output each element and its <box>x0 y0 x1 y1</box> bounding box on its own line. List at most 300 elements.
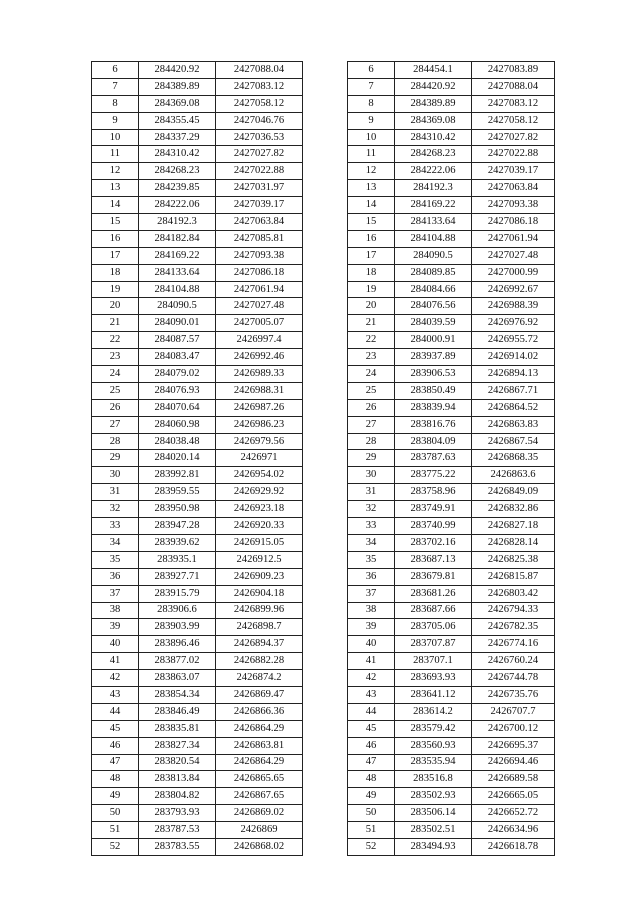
table-row <box>92 534 303 551</box>
table-row <box>348 382 555 399</box>
y-coordinate-cell: 2427022.88 <box>216 163 303 180</box>
x-coordinate-cell: 284369.08 <box>139 95 216 112</box>
x-coordinate-cell: 283804.09 <box>395 433 472 450</box>
table-row <box>348 788 555 805</box>
x-coordinate-cell: 283707.87 <box>395 636 472 653</box>
x-coordinate-cell: 283846.49 <box>139 703 216 720</box>
table-row <box>348 805 555 822</box>
x-coordinate-cell: 284389.89 <box>395 95 472 112</box>
coordinate-table-body <box>92 62 303 856</box>
point-number-cell: 9 <box>348 112 395 129</box>
y-coordinate-cell: 2426909.23 <box>216 568 303 585</box>
x-coordinate-cell: 284337.29 <box>139 129 216 146</box>
x-coordinate-cell: 284089.85 <box>395 264 472 281</box>
y-coordinate-cell: 2426744.78 <box>472 670 555 687</box>
point-number-cell: 26 <box>92 399 139 416</box>
x-coordinate-cell: 284060.98 <box>139 416 216 433</box>
x-coordinate-cell: 283516.8 <box>395 771 472 788</box>
y-coordinate-cell: 2426867.71 <box>472 382 555 399</box>
point-number-cell: 28 <box>92 433 139 450</box>
y-coordinate-cell: 2426760.24 <box>472 653 555 670</box>
y-coordinate-cell: 2427083.12 <box>472 95 555 112</box>
table-row <box>92 602 303 619</box>
point-number-cell: 30 <box>348 467 395 484</box>
table-row <box>92 62 303 79</box>
point-number-cell: 16 <box>92 230 139 247</box>
x-coordinate-cell: 284192.3 <box>395 180 472 197</box>
y-coordinate-cell: 2426955.72 <box>472 332 555 349</box>
y-coordinate-cell: 2426864.29 <box>216 754 303 771</box>
point-number-cell: 19 <box>92 281 139 298</box>
y-coordinate-cell: 2427058.12 <box>216 95 303 112</box>
x-coordinate-cell: 283702.16 <box>395 534 472 551</box>
point-number-cell: 23 <box>92 349 139 366</box>
x-coordinate-cell: 284222.06 <box>395 163 472 180</box>
y-coordinate-cell: 2426864.52 <box>472 399 555 416</box>
point-number-cell: 21 <box>92 315 139 332</box>
point-number-cell: 20 <box>348 298 395 315</box>
point-number-cell: 11 <box>92 146 139 163</box>
table-row <box>348 585 555 602</box>
table-row <box>348 78 555 95</box>
x-coordinate-cell: 283827.34 <box>139 737 216 754</box>
point-number-cell: 9 <box>92 112 139 129</box>
point-number-cell: 31 <box>348 484 395 501</box>
point-number-cell: 36 <box>348 568 395 585</box>
y-coordinate-cell: 2427005.07 <box>216 315 303 332</box>
table-row <box>92 230 303 247</box>
point-number-cell: 31 <box>92 484 139 501</box>
x-coordinate-cell: 284087.57 <box>139 332 216 349</box>
table-row <box>92 788 303 805</box>
x-coordinate-cell: 283502.93 <box>395 788 472 805</box>
y-coordinate-cell: 2426832.86 <box>472 501 555 518</box>
point-number-cell: 45 <box>92 720 139 737</box>
coordinate-table-left <box>91 61 303 856</box>
table-row <box>92 467 303 484</box>
table-row <box>348 264 555 281</box>
y-coordinate-cell: 2426986.23 <box>216 416 303 433</box>
point-number-cell: 27 <box>348 416 395 433</box>
table-row <box>348 247 555 264</box>
point-number-cell: 29 <box>92 450 139 467</box>
x-coordinate-cell: 283705.06 <box>395 619 472 636</box>
table-row <box>92 737 303 754</box>
y-coordinate-cell: 2426894.13 <box>472 366 555 383</box>
x-coordinate-cell: 283687.13 <box>395 551 472 568</box>
point-number-cell: 6 <box>348 62 395 79</box>
point-number-cell: 37 <box>348 585 395 602</box>
x-coordinate-cell: 283506.14 <box>395 805 472 822</box>
x-coordinate-cell: 284076.93 <box>139 382 216 399</box>
y-coordinate-cell: 2426866.36 <box>216 703 303 720</box>
table-row <box>92 399 303 416</box>
point-number-cell: 20 <box>92 298 139 315</box>
y-coordinate-cell: 2426954.02 <box>216 467 303 484</box>
y-coordinate-cell: 2427031.97 <box>216 180 303 197</box>
y-coordinate-cell: 2426689.58 <box>472 771 555 788</box>
y-coordinate-cell: 2426920.33 <box>216 518 303 535</box>
table-row <box>92 703 303 720</box>
y-coordinate-cell: 2426868.02 <box>216 838 303 855</box>
x-coordinate-cell: 284389.89 <box>139 78 216 95</box>
point-number-cell: 39 <box>92 619 139 636</box>
x-coordinate-cell: 284104.88 <box>395 230 472 247</box>
x-coordinate-cell: 284369.08 <box>395 112 472 129</box>
x-coordinate-cell: 283915.79 <box>139 585 216 602</box>
y-coordinate-cell: 2427063.84 <box>216 214 303 231</box>
point-number-cell: 46 <box>348 737 395 754</box>
table-row <box>348 822 555 839</box>
x-coordinate-cell: 283906.53 <box>395 366 472 383</box>
x-coordinate-cell: 283494.93 <box>395 838 472 855</box>
table-row <box>92 433 303 450</box>
table-row <box>348 214 555 231</box>
table-row <box>92 670 303 687</box>
point-number-cell: 33 <box>92 518 139 535</box>
y-coordinate-cell: 2427027.48 <box>472 247 555 264</box>
y-coordinate-cell: 2426863.81 <box>216 737 303 754</box>
table-row <box>348 349 555 366</box>
point-number-cell: 44 <box>92 703 139 720</box>
x-coordinate-cell: 284133.64 <box>395 214 472 231</box>
x-coordinate-cell: 283959.55 <box>139 484 216 501</box>
x-coordinate-cell: 284076.56 <box>395 298 472 315</box>
x-coordinate-cell: 283740.99 <box>395 518 472 535</box>
point-number-cell: 22 <box>348 332 395 349</box>
table-row <box>92 315 303 332</box>
point-number-cell: 40 <box>348 636 395 653</box>
x-coordinate-cell: 284090.01 <box>139 315 216 332</box>
y-coordinate-cell: 2426707.7 <box>472 703 555 720</box>
y-coordinate-cell: 2426874.2 <box>216 670 303 687</box>
y-coordinate-cell: 2426828.14 <box>472 534 555 551</box>
point-number-cell: 42 <box>348 670 395 687</box>
x-coordinate-cell: 283906.6 <box>139 602 216 619</box>
y-coordinate-cell: 2427088.04 <box>216 62 303 79</box>
point-number-cell: 52 <box>348 838 395 855</box>
y-coordinate-cell: 2426700.12 <box>472 720 555 737</box>
point-number-cell: 12 <box>92 163 139 180</box>
coordinate-table-body <box>348 62 555 856</box>
table-row <box>348 518 555 535</box>
point-number-cell: 24 <box>92 366 139 383</box>
x-coordinate-cell: 283854.34 <box>139 686 216 703</box>
table-row <box>348 534 555 551</box>
table-row <box>92 264 303 281</box>
table-row <box>348 838 555 855</box>
table-row <box>348 568 555 585</box>
x-coordinate-cell: 284310.42 <box>395 129 472 146</box>
x-coordinate-cell: 284268.23 <box>395 146 472 163</box>
x-coordinate-cell: 283903.99 <box>139 619 216 636</box>
x-coordinate-cell: 283775.22 <box>395 467 472 484</box>
point-number-cell: 22 <box>92 332 139 349</box>
table-row <box>348 501 555 518</box>
x-coordinate-cell: 284454.1 <box>395 62 472 79</box>
y-coordinate-cell: 2426634.96 <box>472 822 555 839</box>
point-number-cell: 40 <box>92 636 139 653</box>
table-row <box>348 771 555 788</box>
x-coordinate-cell: 284038.48 <box>139 433 216 450</box>
table-row <box>92 484 303 501</box>
point-number-cell: 7 <box>348 78 395 95</box>
table-row <box>348 737 555 754</box>
y-coordinate-cell: 2426867.54 <box>472 433 555 450</box>
table-row <box>348 433 555 450</box>
point-number-cell: 10 <box>348 129 395 146</box>
point-number-cell: 42 <box>92 670 139 687</box>
y-coordinate-cell: 2427086.18 <box>216 264 303 281</box>
point-number-cell: 27 <box>92 416 139 433</box>
point-number-cell: 36 <box>92 568 139 585</box>
y-coordinate-cell: 2427063.84 <box>472 180 555 197</box>
table-row <box>92 298 303 315</box>
y-coordinate-cell: 2426864.29 <box>216 720 303 737</box>
table-row <box>348 163 555 180</box>
y-coordinate-cell: 2426894.37 <box>216 636 303 653</box>
x-coordinate-cell: 283813.84 <box>139 771 216 788</box>
table-row <box>348 180 555 197</box>
table-row <box>348 298 555 315</box>
x-coordinate-cell: 283758.96 <box>395 484 472 501</box>
table-row <box>348 416 555 433</box>
point-number-cell: 12 <box>348 163 395 180</box>
y-coordinate-cell: 2427083.12 <box>216 78 303 95</box>
point-number-cell: 51 <box>348 822 395 839</box>
point-number-cell: 16 <box>348 230 395 247</box>
y-coordinate-cell: 2426863.83 <box>472 416 555 433</box>
x-coordinate-cell: 283820.54 <box>139 754 216 771</box>
y-coordinate-cell: 2426992.46 <box>216 349 303 366</box>
y-coordinate-cell: 2426869 <box>216 822 303 839</box>
y-coordinate-cell: 2427058.12 <box>472 112 555 129</box>
y-coordinate-cell: 2426979.56 <box>216 433 303 450</box>
table-row <box>348 230 555 247</box>
x-coordinate-cell: 283793.93 <box>139 805 216 822</box>
point-number-cell: 32 <box>348 501 395 518</box>
y-coordinate-cell: 2427088.04 <box>472 78 555 95</box>
table-row <box>92 838 303 855</box>
x-coordinate-cell: 283950.98 <box>139 501 216 518</box>
x-coordinate-cell: 283687.66 <box>395 602 472 619</box>
point-number-cell: 13 <box>92 180 139 197</box>
point-number-cell: 49 <box>348 788 395 805</box>
y-coordinate-cell: 2426914.02 <box>472 349 555 366</box>
x-coordinate-cell: 283502.51 <box>395 822 472 839</box>
point-number-cell: 50 <box>92 805 139 822</box>
point-number-cell: 34 <box>348 534 395 551</box>
x-coordinate-cell: 283935.1 <box>139 551 216 568</box>
table-row <box>92 585 303 602</box>
point-number-cell: 26 <box>348 399 395 416</box>
x-coordinate-cell: 283707.1 <box>395 653 472 670</box>
point-number-cell: 24 <box>348 366 395 383</box>
table-row <box>92 281 303 298</box>
x-coordinate-cell: 283804.82 <box>139 788 216 805</box>
table-row <box>92 349 303 366</box>
point-number-cell: 35 <box>92 551 139 568</box>
point-number-cell: 41 <box>92 653 139 670</box>
table-row <box>348 62 555 79</box>
x-coordinate-cell: 284420.92 <box>139 62 216 79</box>
point-number-cell: 37 <box>92 585 139 602</box>
table-row <box>348 754 555 771</box>
point-number-cell: 43 <box>92 686 139 703</box>
table-row <box>348 281 555 298</box>
point-number-cell: 11 <box>348 146 395 163</box>
x-coordinate-cell: 283896.46 <box>139 636 216 653</box>
y-coordinate-cell: 2426971 <box>216 450 303 467</box>
table-row <box>348 332 555 349</box>
y-coordinate-cell: 2426694.46 <box>472 754 555 771</box>
table-row <box>92 518 303 535</box>
y-coordinate-cell: 2426912.5 <box>216 551 303 568</box>
y-coordinate-cell: 2426904.18 <box>216 585 303 602</box>
point-number-cell: 39 <box>348 619 395 636</box>
y-coordinate-cell: 2426774.16 <box>472 636 555 653</box>
point-number-cell: 21 <box>348 315 395 332</box>
point-number-cell: 25 <box>348 382 395 399</box>
y-coordinate-cell: 2426825.38 <box>472 551 555 568</box>
y-coordinate-cell: 2427027.48 <box>216 298 303 315</box>
x-coordinate-cell: 283835.81 <box>139 720 216 737</box>
point-number-cell: 17 <box>92 247 139 264</box>
y-coordinate-cell: 2426652.72 <box>472 805 555 822</box>
x-coordinate-cell: 284039.59 <box>395 315 472 332</box>
y-coordinate-cell: 2427093.38 <box>472 197 555 214</box>
x-coordinate-cell: 283839.94 <box>395 399 472 416</box>
x-coordinate-cell: 284420.92 <box>395 78 472 95</box>
y-coordinate-cell: 2427083.89 <box>472 62 555 79</box>
x-coordinate-cell: 283614.2 <box>395 703 472 720</box>
point-number-cell: 14 <box>92 197 139 214</box>
point-number-cell: 48 <box>348 771 395 788</box>
table-row <box>348 602 555 619</box>
y-coordinate-cell: 2426803.42 <box>472 585 555 602</box>
x-coordinate-cell: 284222.06 <box>139 197 216 214</box>
y-coordinate-cell: 2426869.02 <box>216 805 303 822</box>
table-row <box>348 670 555 687</box>
x-coordinate-cell: 283579.42 <box>395 720 472 737</box>
y-coordinate-cell: 2426827.18 <box>472 518 555 535</box>
point-number-cell: 38 <box>348 602 395 619</box>
x-coordinate-cell: 283787.63 <box>395 450 472 467</box>
y-coordinate-cell: 2426988.39 <box>472 298 555 315</box>
point-number-cell: 30 <box>92 467 139 484</box>
table-row <box>92 163 303 180</box>
point-number-cell: 28 <box>348 433 395 450</box>
point-number-cell: 47 <box>92 754 139 771</box>
table-row <box>92 568 303 585</box>
table-row <box>92 197 303 214</box>
x-coordinate-cell: 283783.55 <box>139 838 216 855</box>
x-coordinate-cell: 284104.88 <box>139 281 216 298</box>
table-row <box>92 450 303 467</box>
x-coordinate-cell: 283947.28 <box>139 518 216 535</box>
table-row <box>348 450 555 467</box>
y-coordinate-cell: 2426618.78 <box>472 838 555 855</box>
y-coordinate-cell: 2427036.53 <box>216 129 303 146</box>
point-number-cell: 47 <box>348 754 395 771</box>
table-row <box>92 720 303 737</box>
x-coordinate-cell: 284133.64 <box>139 264 216 281</box>
y-coordinate-cell: 2427027.82 <box>216 146 303 163</box>
table-row <box>92 771 303 788</box>
y-coordinate-cell: 2427039.17 <box>472 163 555 180</box>
x-coordinate-cell: 284084.66 <box>395 281 472 298</box>
table-row <box>348 112 555 129</box>
x-coordinate-cell: 283535.94 <box>395 754 472 771</box>
y-coordinate-cell: 2426865.65 <box>216 771 303 788</box>
y-coordinate-cell: 2426989.33 <box>216 366 303 383</box>
point-number-cell: 44 <box>348 703 395 720</box>
x-coordinate-cell: 284268.23 <box>139 163 216 180</box>
y-coordinate-cell: 2426665.05 <box>472 788 555 805</box>
y-coordinate-cell: 2427046.76 <box>216 112 303 129</box>
y-coordinate-cell: 2426782.35 <box>472 619 555 636</box>
table-row <box>92 129 303 146</box>
y-coordinate-cell: 2427061.94 <box>216 281 303 298</box>
x-coordinate-cell: 283850.49 <box>395 382 472 399</box>
y-coordinate-cell: 2427085.81 <box>216 230 303 247</box>
y-coordinate-cell: 2427022.88 <box>472 146 555 163</box>
table-row <box>92 332 303 349</box>
y-coordinate-cell: 2426735.76 <box>472 686 555 703</box>
table-row <box>348 366 555 383</box>
y-coordinate-cell: 2426915.05 <box>216 534 303 551</box>
table-row <box>348 551 555 568</box>
y-coordinate-cell: 2426923.18 <box>216 501 303 518</box>
y-coordinate-cell: 2426863.6 <box>472 467 555 484</box>
table-row <box>92 551 303 568</box>
point-number-cell: 8 <box>348 95 395 112</box>
x-coordinate-cell: 284090.5 <box>395 247 472 264</box>
x-coordinate-cell: 284000.91 <box>395 332 472 349</box>
point-number-cell: 18 <box>348 264 395 281</box>
point-number-cell: 10 <box>92 129 139 146</box>
coordinate-table-right <box>347 61 555 856</box>
x-coordinate-cell: 284182.84 <box>139 230 216 247</box>
x-coordinate-cell: 283939.62 <box>139 534 216 551</box>
point-number-cell: 7 <box>92 78 139 95</box>
point-number-cell: 38 <box>92 602 139 619</box>
y-coordinate-cell: 2427039.17 <box>216 197 303 214</box>
table-row <box>348 686 555 703</box>
x-coordinate-cell: 284310.42 <box>139 146 216 163</box>
table-row <box>92 366 303 383</box>
y-coordinate-cell: 2426992.67 <box>472 281 555 298</box>
x-coordinate-cell: 283641.12 <box>395 686 472 703</box>
y-coordinate-cell: 2426849.09 <box>472 484 555 501</box>
y-coordinate-cell: 2426794.33 <box>472 602 555 619</box>
table-row <box>92 822 303 839</box>
point-number-cell: 35 <box>348 551 395 568</box>
x-coordinate-cell: 284355.45 <box>139 112 216 129</box>
point-number-cell: 52 <box>92 838 139 855</box>
point-number-cell: 23 <box>348 349 395 366</box>
table-row <box>348 315 555 332</box>
y-coordinate-cell: 2426987.26 <box>216 399 303 416</box>
y-coordinate-cell: 2426869.47 <box>216 686 303 703</box>
point-number-cell: 48 <box>92 771 139 788</box>
point-number-cell: 18 <box>92 264 139 281</box>
point-number-cell: 19 <box>348 281 395 298</box>
y-coordinate-cell: 2426988.31 <box>216 382 303 399</box>
table-row <box>92 112 303 129</box>
point-number-cell: 46 <box>92 737 139 754</box>
x-coordinate-cell: 283863.07 <box>139 670 216 687</box>
